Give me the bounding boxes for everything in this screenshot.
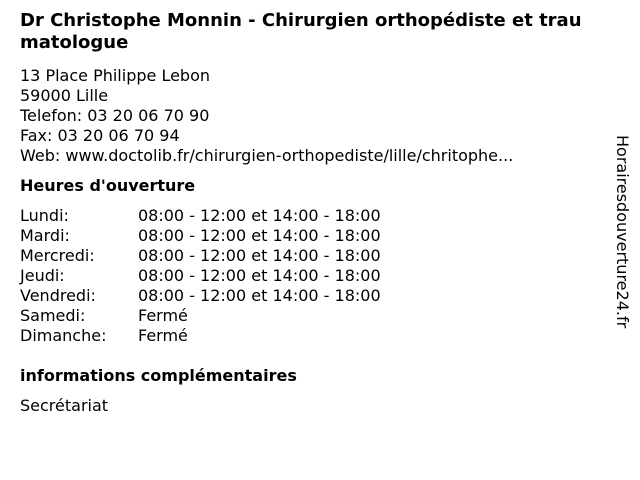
day-label: Lundi: (20, 206, 69, 225)
day-label: Jeudi: (20, 266, 65, 285)
fax-number: Fax: 03 20 06 70 94 (20, 126, 180, 145)
additional-info-heading: informations complémentaires (20, 366, 297, 385)
time-value: 08:00 - 12:00 et 14:00 - 18:00 (138, 246, 381, 265)
time-value: 08:00 - 12:00 et 14:00 - 18:00 (138, 226, 381, 245)
time-value: 08:00 - 12:00 et 14:00 - 18:00 (138, 206, 381, 225)
page-title: Dr Christophe Monnin - Chirurgien orthopédiste et traumatologue (20, 10, 582, 53)
hours-row-saturday (20, 306, 600, 326)
time-value: Fermé (138, 306, 188, 325)
site-watermark (612, 135, 632, 345)
day-label: Mercredi: (20, 246, 95, 265)
opening-hours-heading: Heures d'ouverture (20, 176, 196, 195)
hours-row-wednesday (20, 246, 600, 266)
additional-info-text: Secrétariat (20, 396, 109, 415)
hours-row-friday (20, 286, 600, 306)
website-url: Web: www.doctolib.fr/chirurgien-orthopediste/lille/chritophe... (20, 146, 514, 165)
time-value: 08:00 - 12:00 et 14:00 - 18:00 (138, 286, 381, 305)
opening-hours-table (20, 206, 600, 346)
day-label: Vendredi: (20, 286, 96, 305)
hours-row-thursday (20, 266, 600, 286)
site-watermark-text: Horairesdouverture24.fr (613, 135, 632, 329)
street-address: 13 Place Philippe Lebon (20, 66, 210, 85)
hours-row-monday (20, 206, 600, 226)
day-label: Dimanche: (20, 326, 107, 345)
phone-number: Telefon: 03 20 06 70 90 (20, 106, 210, 125)
hours-row-sunday (20, 326, 600, 346)
city-postal-code: 59000 Lille (20, 86, 109, 105)
address-block (20, 66, 600, 166)
time-value: 08:00 - 12:00 et 14:00 - 18:00 (138, 266, 381, 285)
day-label: Samedi: (20, 306, 86, 325)
hours-row-tuesday (20, 226, 600, 246)
time-value: Fermé (138, 326, 188, 345)
business-card (20, 10, 600, 416)
day-label: Mardi: (20, 226, 70, 245)
